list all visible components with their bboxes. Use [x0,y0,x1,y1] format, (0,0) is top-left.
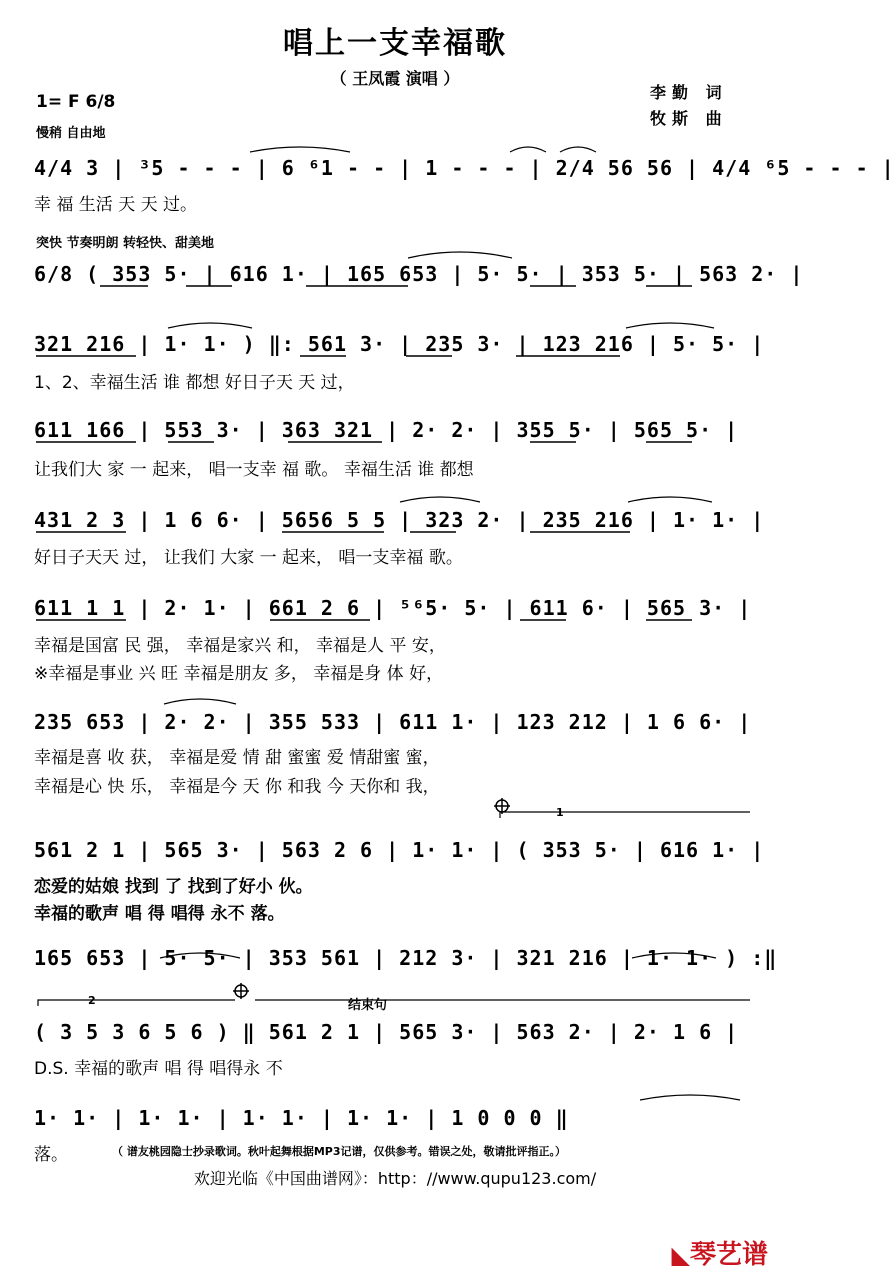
system-11-notes: 1· 1· | 1· 1· | 1· 1· | 1· 1· | 1 0 0 0 ‖ [34,1106,569,1130]
system-5-notes: 431 2 3 | 1 6 6· | 5656 5 5 | 323 2· | 235 216 | 1· 1· | [34,508,765,532]
system-4-lyric-1: 让我们大 家 一 起来， 唱一支幸 福 歌。 幸福生活 谁 都想 [34,460,474,480]
site-footer: 欢迎光临《中国曲谱网》：http：//www.qupu123.com/ [193,1169,597,1188]
system-6-notes: 611 1 1 | 2· 1· | 661 2 6 | ⁵⁶5· 5· | 611 6· | 565 3· | [34,596,752,620]
logo-mark-icon: ◣ [671,1241,690,1269]
song-title: 唱上一支幸福歌 [283,26,507,61]
composer-credit: 牧斯 曲 [650,109,728,128]
volta-2-label: 2 [88,994,96,1007]
coda-icon [233,983,249,999]
tempo-marking-main: 突快 节奏明朗 转轻快、甜美地 [36,236,215,251]
volta-1-bracket [500,812,750,818]
logo-text: 琴艺谱 [689,1240,768,1270]
system-6-lyric-2: ※幸福是事业 兴 旺 幸福是朋友 多， 幸福是身 体 好， [34,664,444,684]
transcription-note: （ 谱友桃园隐士抄录歌词。秋叶起舞根据MP3记谱，仅供参考。错误之处，敬请批评指正。） [112,1145,566,1158]
system-8-lyric-1: 恋爱的姑娘 找到 了 找到了好小 伙。 [34,877,313,897]
system-1-notes: 4/4 3 | ³5 - - - | 6 ⁶1 - - | 1 - - - | 2/4 56 56 | 4/4 ⁶5 - - - | [34,156,895,180]
system-7-lyric-1: 幸福是喜 收 获， 幸福是爱 情 甜 蜜蜜 爱 情甜蜜 蜜， [34,748,440,768]
system-10-lyric-1: D.S. 幸福的歌声 唱 得 唱得永 不 [34,1059,283,1079]
key-signature: 1= F 6/8 [36,92,116,112]
brand-logo [672,1234,768,1271]
system-8-notes: 561 2 1 | 565 3· | 563 2 6 | 1· 1· | ( 353 5· | 616 1· | [34,838,765,862]
system-9-notes: 165 653 | 5· 5· | 353 561 | 212 3· | 321 216 | 1· 1· ) :‖ [34,946,778,970]
system-1-lyric-1: 幸 福 生活 天 天 过。 [34,195,198,215]
volta-1-label: 1 [556,806,564,819]
ending-label: 结束句 [348,998,388,1013]
system-7-lyric-2: 幸福是心 快 乐， 幸福是今 天 你 和我 今 天你和 我， [34,777,440,797]
performer-subtitle: （ 王凤霞 演唱 ） [330,69,460,88]
system-4-notes: 611 166 | 553 3· | 363 321 | 2· 2· | 355 5· | 565 5· | [34,418,739,442]
system-3-lyric-1: 1、2、幸福生活 谁 都想 好日子天 天 过， [34,373,355,393]
system-3-notes: 321 216 | 1· 1· ) ‖: 561 3· | 235 3· | 123 216 | 5· 5· | [34,332,765,356]
system-2-notes: 6/8 ( 353 5· | 616 1· | 165 653 | 5· 5· | 353 5· | 563 2· | [34,262,804,286]
tempo-marking-intro: 慢稍 自由地 [36,126,106,141]
system-5-lyric-1: 好日子天天 过， 让我们 大家 一 起来， 唱一支幸福 歌。 [34,548,463,568]
lyricist-credit: 李勤 词 [650,83,728,102]
coda-icon [494,798,510,814]
system-8-lyric-2: 幸福的歌声 唱 得 唱得 永不 落。 [34,904,285,924]
final-lyric: 落。 [34,1145,68,1165]
volta-2-bracket [38,1000,235,1006]
system-10-notes: ( 3 5 3 6 5 6 ) ‖ 561 2 1 | 565 3· | 563 2· | 2· 1 6 | [34,1020,739,1044]
system-7-notes: 235 653 | 2· 2· | 355 533 | 611 1· | 123 212 | 1 6 6· | [34,710,752,734]
system-6-lyric-1: 幸福是国富 民 强， 幸福是家兴 和， 幸福是人 平 安， [34,636,446,656]
